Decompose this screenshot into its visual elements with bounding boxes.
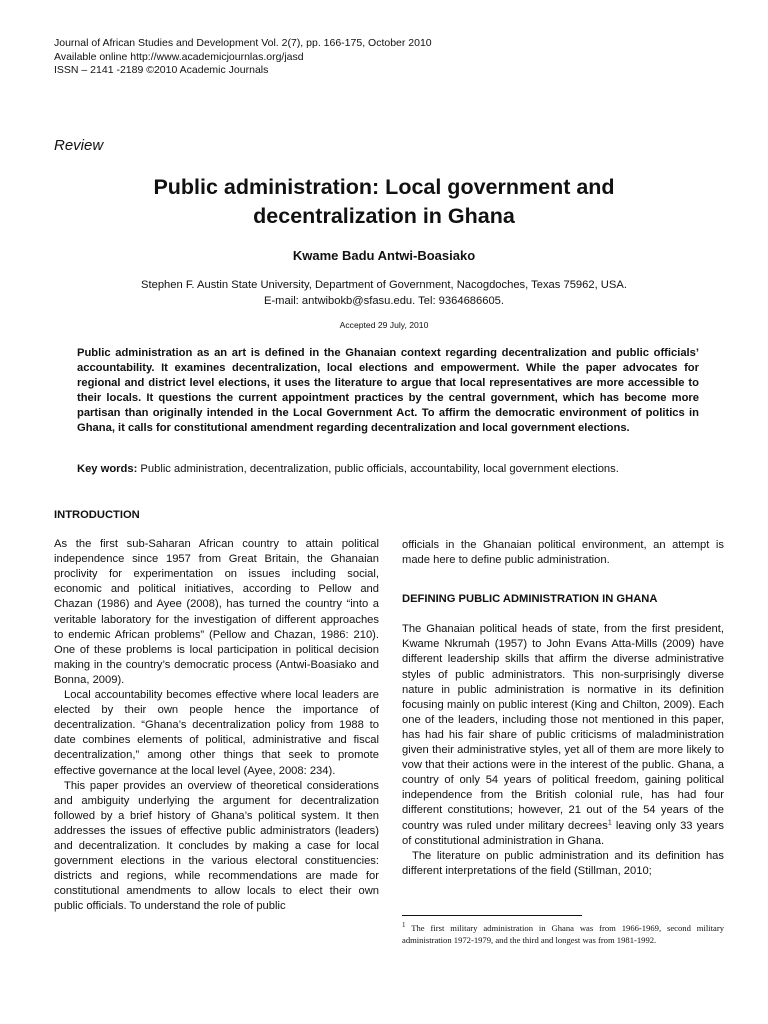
defining-paragraph-1-tail: leaving only 33 years of constitutional administration in Ghana. — [402, 819, 724, 847]
left-column — [54, 508, 379, 914]
footnote-reference[interactable]: 1 — [607, 818, 612, 826]
affiliation-contact: E-mail: antwibokb@sfasu.edu. Tel: 9364686605. — [263, 294, 505, 307]
journal-header — [54, 37, 432, 78]
section-type-label: Review — [54, 137, 104, 154]
footnote-marker: 1 — [402, 921, 406, 930]
accepted-date: Accepted 29 July, 2010 — [339, 320, 429, 330]
footnote-divider — [402, 915, 582, 916]
introduction-heading: INTRODUCTION — [54, 509, 140, 521]
defining-paragraph-2: The literature on public administration and its definition has different interpretations of the field (Stillman, 2010; — [402, 849, 724, 877]
introduction-paragraph-3: This paper provides an overview of theoretical considerations and ambiguity underlying the argument for decentralization followed by a brief history of Ghana’s political system. It then addresses the issues of effective public administrators (leaders) and decentralization. It concludes by making a case for local government elections in the various electoral constituencies: districts and regions, while recommendations are made for constitutional amendments to allow locals to elect their own public officials. To understand the role of public — [54, 779, 379, 913]
journal-issn: ISSN – 2141 -2189 ©2010 Academic Journals — [54, 64, 269, 76]
paper-title-line-1: Public administration: Local government and — [153, 175, 615, 199]
defining-paragraph-1-text: The Ghanaian political heads of state, from the first president, Kwame Nkrumah (1957) to John Evans Atta-Mills (2009) have different leadership skills that affirm the diverse administrative styles of public administrators. This non-surprisingly diverse nature in public administration is normative in its definition focusing mainly on public interest (King and Chilton, 2009). Each one of the leaders, including those not mentioned in this paper, has had his fair share of public criticisms of maladministration given their administrative styles, yet all of them are more likely to vow that their actions were in the interest of the public. Ghana, a country of only 54 years of political freedom, gaining political independence from the British colonial rule, has had four different constitutions; however, 21 out of the 54 years of the country was ruled under military decrees — [402, 623, 724, 832]
introduction-paragraph-2: Local accountability becomes effective where local leaders are elected by their own people hence the importance of decentralization. “Ghana’s decentralization policy from 1988 to date combines elements of political, administrative and fiscal decentralization,” among other things that seek to promote effective governance at the local level (Ayee, 2008: 234). — [54, 689, 379, 777]
affiliation-address: Stephen F. Austin State University, Department of Government, Nacogdoches, Texas 75962, USA. — [141, 279, 627, 291]
introduction-paragraph-1: As the first sub-Saharan African country to attain political independence since 1957 from Great Britain, the Ghanaian proclivity for experimentation on issues including social, economic and political initiatives, according to Pellow and Chazan (1986) and Ayee (2008), has turned the country “into a veritable laboratory for the investigation of different approaches to endemic African problems” (Pellow and Chazan, 1986: 210). One of these problems is local participation in political decision making in the country’s democratic process (Antwi-Boasiako and Bonna, 2009). — [54, 538, 379, 686]
footnote-text: The first military administration in Ghana was from 1966-1969, second military administration 1972-1979, and the third and longest was from 1981-1992. — [402, 923, 724, 945]
author-affiliation — [54, 278, 714, 309]
paper-title — [54, 173, 714, 231]
journal-citation: Journal of African Studies and Development Vol. 2(7), pp. 166-175, October 2010 — [54, 37, 432, 49]
footnote — [402, 922, 724, 946]
paper-title-line-2: decentralization in Ghana — [253, 204, 515, 228]
introduction-continuation: officials in the Ghanaian political environment, an attempt is made here to define public administration. — [402, 539, 724, 567]
journal-online-link[interactable]: Available online http://www.academicjournlas.org/jasd — [54, 50, 304, 63]
author-name: Kwame Badu Antwi-Boasiako — [292, 248, 476, 263]
abstract: Public administration as an art is defined in the Ghanaian context regarding decentralization and public officials’ accountability. It examines decentralization, local elections and empowerment. While the paper advocates for regional and district level elections, it uses the literature to argue that local representatives are more accessible to their locals. It questions the current appointment practices by the central government, which has become more partisan than originally intended in the Local Government Act. To affirm the democratic environment of politics in Ghana, it calls for constitutional amendment regarding decentralization and local government elections. — [77, 347, 699, 435]
keywords-label: Key words: — [77, 463, 138, 475]
defining-section-heading: DEFINING PUBLIC ADMINISTRATION IN GHANA — [402, 593, 658, 606]
keywords — [77, 462, 717, 477]
defining-paragraph-1 — [402, 622, 724, 848]
keywords-text: Public administration, decentralization, public officials, accountability, local government elections. — [140, 463, 619, 475]
right-column — [402, 538, 724, 879]
